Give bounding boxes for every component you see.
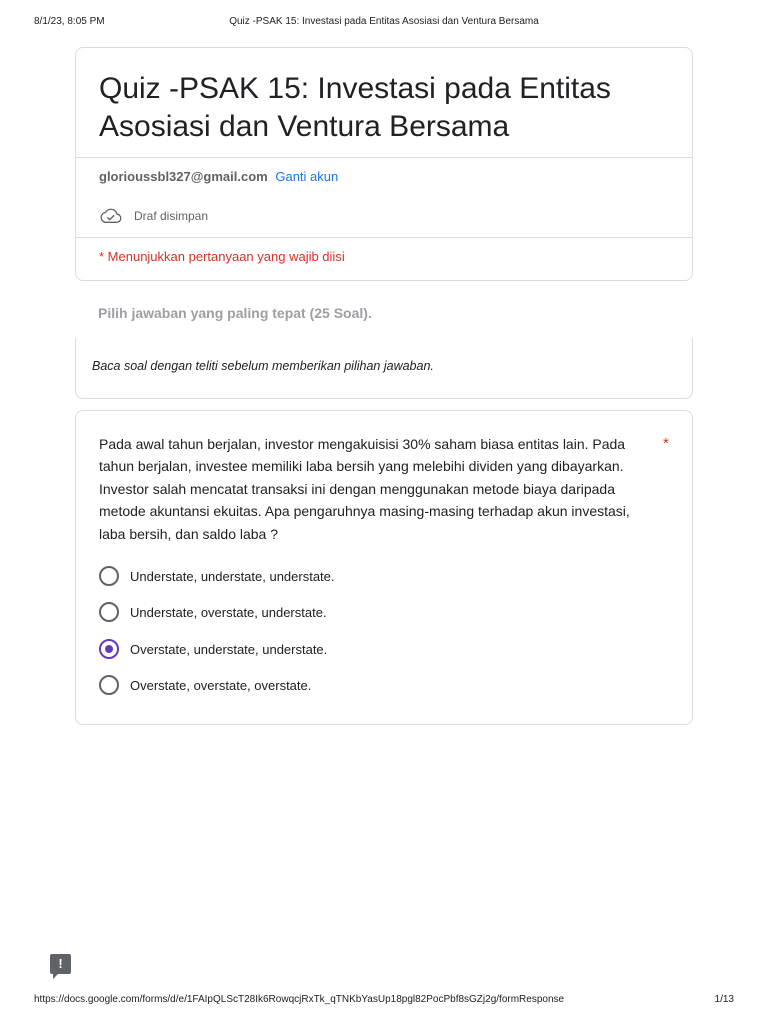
print-header [0,16,768,30]
print-document-title: Quiz -PSAK 15: Investasi pada Entitas Asosiasi dan Ventura Bersama [229,16,539,27]
question-card [75,410,693,725]
draft-status [100,206,208,226]
form-title: Quiz -PSAK 15: Investasi pada Entitas Asosiasi dan Ventura Bersama [99,72,611,143]
radio-button[interactable] [99,602,119,622]
section-description: Baca soal dengan teliti sebelum memberikan pilihan jawaban. [92,359,434,373]
answer-option[interactable] [99,674,311,696]
required-divider [76,237,692,238]
question-text: Pada awal tahun berjalan, investor mengakuisisi 30% saham biasa entitas lain. Pada tahun berjalan, investee memiliki laba bersih yang melebihi dividen yang dibayarkan. Investor salah mencatat transaksi ini dengan menggunakan metode biaya daripada metode akuntansi ekuitas. Apa pengaruhnya masing-masing terhadap akun investasi, laba bersih, dan saldo laba ? [99,436,630,542]
answer-option-label: Understate, understate, understate. [130,568,335,584]
answer-option-label: Overstate, understate, understate. [130,641,328,657]
radio-button-checked[interactable] [99,639,119,659]
radio-button[interactable] [99,566,119,586]
section-title: Pilih jawaban yang paling tepat (25 Soal). [98,305,372,321]
section-description-card [75,338,693,399]
header-divider [76,157,692,158]
answer-option-selected[interactable] [99,638,327,660]
print-footer [0,994,768,1008]
account-line [99,169,338,184]
required-note: * Menunjukkan pertanyaan yang wajib diisi [99,249,345,264]
radio-button[interactable] [99,675,119,695]
form-header-card [75,47,693,281]
answer-option[interactable] [99,565,335,587]
switch-account-link[interactable]: Ganti akun [275,169,339,184]
answer-option-label: Overstate, overstate, overstate. [130,677,312,693]
account-email: glorioussbl327@gmail.com [99,169,268,184]
report-feedback-icon[interactable]: ! [50,954,71,974]
answer-option[interactable] [99,601,327,623]
cloud-check-icon [100,208,122,224]
print-datetime: 8/1/23, 8:05 PM [34,16,105,27]
required-asterisk: * [663,435,669,452]
answer-option-label: Understate, overstate, understate. [130,604,327,620]
draft-status-label: Draf disimpan [134,209,209,223]
print-page-number: 1/13 [714,994,734,1005]
print-url: https://docs.google.com/forms/d/e/1FAIpQLScT28Ik6RowqcjRxTk_qTNKbYasUp18pgl82PocPbf8sGZj2g/formResponse [34,994,565,1005]
